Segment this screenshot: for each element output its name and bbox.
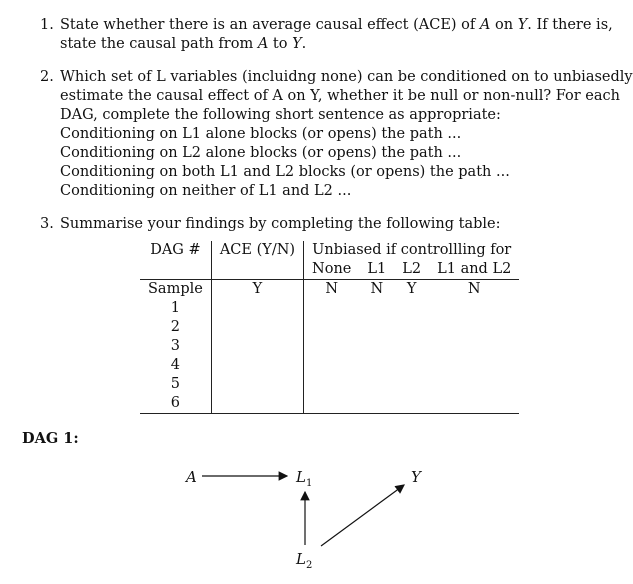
question-line: DAG, complete the following short sentence as appropriate: [60, 107, 501, 123]
question-number: 1. [40, 17, 54, 33]
header-unbiased: Unbiased if controllling for [312, 242, 512, 258]
row-number: 6 [140, 394, 211, 414]
question-3 [40, 215, 600, 235]
sample-label: Sample [140, 280, 211, 300]
edge-l2-to-y [321, 485, 404, 546]
header-dag: DAG # [140, 241, 211, 260]
table-row [140, 299, 519, 318]
subheader-none: None [312, 261, 352, 277]
node-a: A [186, 468, 197, 486]
sample-ace: Y [211, 280, 303, 300]
row-number: 4 [140, 356, 211, 375]
question-line: State whether there is an average causal effect (ACE) of A on Y. If there is, [60, 17, 613, 33]
question-line: Summarise your findings by completing the following table: [60, 216, 501, 232]
table-row [140, 356, 519, 375]
header-ace: ACE (Y/N) [211, 241, 303, 260]
dag-label: DAG 1: [22, 430, 79, 447]
table-row [140, 318, 519, 337]
sample-both: N [429, 280, 519, 300]
question-number: 3. [40, 216, 54, 232]
results-table [140, 241, 519, 414]
row-number: 5 [140, 375, 211, 394]
table-row [140, 337, 519, 356]
node-y: Y [411, 468, 421, 486]
question-number: 2. [40, 69, 54, 85]
sample-l1: N [359, 280, 394, 300]
question-1 [40, 16, 613, 56]
sample-l2: Y [394, 280, 429, 300]
question-line: Conditioning on both L1 and L2 blocks (or opens) the path ... [60, 164, 510, 180]
row-number: 3 [140, 337, 211, 356]
question-line: estimate the causal effect of A on Y, whether it be null or non-null? For each [60, 88, 620, 104]
node-l1: $L_1$ [296, 468, 313, 489]
question-line: state the causal path from A to Y. [60, 36, 307, 52]
subheader-l1: L1 [367, 261, 387, 277]
table-row [140, 280, 519, 300]
table-row [140, 375, 519, 394]
row-number: 1 [140, 299, 211, 318]
question-line: Conditioning on L1 alone blocks (or opens) the path ... [60, 126, 462, 142]
dag-diagram [0, 450, 603, 584]
question-2 [40, 68, 633, 203]
question-line: Conditioning on neither of L1 and L2 ... [60, 183, 352, 199]
node-l2: $L_2$ [296, 550, 313, 571]
question-line: Which set of L variables (incluidng none) can be conditioned on to unbiasedly [60, 69, 633, 85]
subheader-l2: L2 [402, 261, 422, 277]
subheader-both: L1 and L2 [437, 261, 512, 277]
question-line: Conditioning on L2 alone blocks (or opens) the path ... [60, 145, 462, 161]
row-number: 2 [140, 318, 211, 337]
table-row [140, 394, 519, 414]
sample-none: N [304, 280, 360, 300]
